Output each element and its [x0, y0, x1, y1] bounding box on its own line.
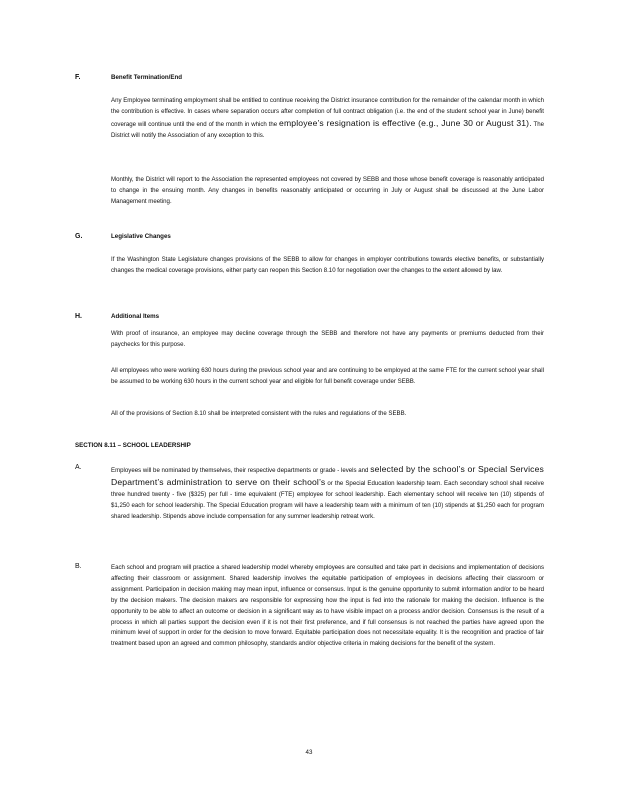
section-f-p1-text: Any Employee terminating employment shall be entitled to continue receiving the District insurance contribution for the remainder of the calendar month in which the contribution is effective. In cases where separation occurs after completion of full contract obligation (i.e. the end of the student school year in June) benefit coverage will continue until the end of the month in which the — [111, 97, 544, 128]
section-g-p1-text: If the Washington State Legislature changes provisions of the SEBB to allow for changes in employer contributions towards elective benefits, or substantially changes the medical coverage provisions, either party can reopen this Section 8.10 for negotiation over the changes to the extent allowed by law. — [111, 256, 544, 274]
page-number: 43 — [305, 749, 313, 756]
section-h-p1-text: With proof of insurance, an employee may decline coverage through the SEBB and therefore not have any payments or premiums deducted from their paychecks for this purpose. — [111, 330, 544, 348]
section-f-p2-text: Monthly, the District will report to the Association the represented employees not covered by SEBB and those whose benefit coverage is reasonably anticipated to change in the ensuing month. Any changes in benefits reasonably anticipated or occurring in July or August shall be discussed at the June Labor Management meeting. — [111, 176, 544, 205]
section-a-p1-text: Employees will be nominated by themselves, their respective departments or grade - levels and — [111, 467, 369, 474]
section-8-11-heading: SECTION 8.11 – SCHOOL LEADERSHIP — [75, 442, 191, 449]
section-g-paragraph-1 — [111, 255, 544, 277]
section-g-letter: G. — [75, 233, 83, 240]
section-a-p1-tail: or the Special Education leadership team. Each secondary school shall receive three hundred twenty - five ($325) per full - time equivalent (FTE) employee for school leadership. Each elementary school will receive ten (10) stipends of $1,250 each for school leadership. The Special Education program will have a leadership team with a minimum of ten (10) stipends at $1,250 each for program shared leadership. Stipends above include compensation for any summer leadership retreat work. — [111, 479, 544, 520]
section-h-p3-text: All of the provisions of Section 8.10 shall be interpreted consistent with the rules and regulations of the SEBB. — [111, 410, 407, 417]
section-h-heading: Additional Items — [111, 313, 160, 320]
section-b-p1-text: Each school and program will practice a shared leadership model whereby employees are consulted and take part in decisions and implementation of decisions affecting their classroom or assignment. Shared leadership involves the equitable participation of employees in decisions affecting their classroom or assignment. Participation in decision making may mean input, influence or consensus. Input is the genuine opportunity to submit information and/or to be heard by the decision makers. The decision makers are responsible for expressing how the input is fed into the rationale for making the decision. Influence is the opportunity to be able to affect an outcome or decision in a significant way as to have visible impact on a process and/or decision. Consensus is the result of a process in which all parties support the decision even if it is not their first preference, and if full consensus is not reached the parties have agreed upon the minimum level of support in order for the decision to move forward. Equitable participation does not necessitate equality. It is the recognition and practice of fair treatment based upon an agreed and common philosophy, standards and/or objective criteria in making decisions for the benefit of the system. — [111, 564, 544, 648]
section-g-heading: Legislative Changes — [111, 233, 171, 240]
section-f-paragraph-1 — [111, 96, 544, 142]
section-a-letter: A. — [75, 464, 82, 471]
section-h-paragraph-1 — [111, 329, 544, 351]
section-a-paragraph — [111, 464, 544, 523]
section-f-heading: Benefit Termination/End — [111, 74, 183, 81]
section-b-letter: B. — [75, 563, 82, 570]
section-a-p1-emphasis: selected by the school’s or Special Services Department’s administration to serve on their school’s — [111, 464, 544, 487]
section-h-paragraph-3 — [111, 409, 544, 420]
section-h-paragraph-2 — [111, 366, 544, 388]
section-f-letter: F. — [75, 74, 81, 81]
section-f-p1-tail: The District will notify the Association of any exception to this. — [111, 120, 545, 139]
section-b-paragraph — [111, 563, 544, 650]
section-f-p1-emphasis: employee’s resignation is effective (e.g., June 30 or August 31). — [279, 117, 532, 128]
section-f-paragraph-2 — [111, 175, 544, 208]
section-h-letter: H. — [75, 313, 82, 320]
section-h-p2-text: All employees who were working 630 hours during the previous school year and are continuing to be employed at the same FTE for the current school year shall be assumed to be working 630 hours in the current school year and eligible for full benefit coverage under SEBB. — [111, 367, 544, 385]
